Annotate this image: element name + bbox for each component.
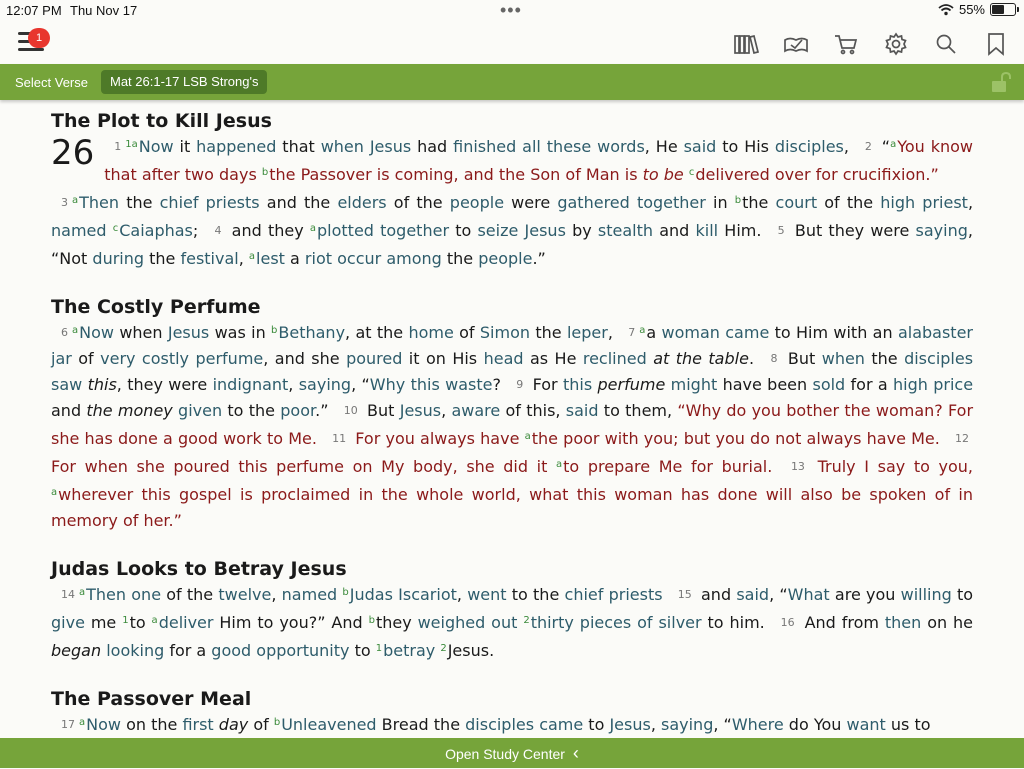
paragraph: 26 1 $^{1a}$Now it happened that when Jesus had finished all these words, He said to His disciples, 2 “$^a$You know that after two days $^b$the Passover is coming, and the Son of Man is to be $^c$delivered over for crucifixion.” <box>51 133 973 184</box>
section <box>51 688 973 738</box>
reading-plan-icon[interactable] <box>782 30 810 58</box>
battery-icon <box>990 3 1016 16</box>
section <box>51 110 973 272</box>
multitask-dots[interactable]: ••• <box>500 0 522 20</box>
section-heading: The Plot to Kill Jesus <box>51 110 272 132</box>
section-heading: Judas Looks to Betray Jesus <box>51 558 347 580</box>
paragraph: 6 $^a$Now when Jesus was in $^b$Bethany, at the home of Simon the leper, 7 $^a$a woman came to Him with an alabaster jar of very costly perfume, and she poured it on His head as He reclined at the table. 8 But when the disciples saw this, they were indignant, saying, “Why this waste? 9 For this perfume might have been sold for a high price and the money given to the poor.” 10 But Jesus, aware of this, said to them, “Why do you bother the woman? For she has done a good work to Me. 11 For you always have $^a$the poor with you; but you do not always have Me. 12 For when she poured this perfume on My body, she did it $^a$to prepare Me for burial. 13 Truly I say to you, $^a$wherever this gospel is proclaimed in the whole world, what this woman has done will also be spoken of in memory of her.” <box>51 323 974 530</box>
unlock-icon[interactable] <box>990 71 1014 98</box>
paragraph: 14 $^a$Then one of the twelve, named $^b$Judas Iscariot, went to the chief priests 15 and said, “What are you willing to give me $^1$to $^a$deliver Him to you?” And $^b$they weighed out $^2$thirty pieces of silver to him. 16 And from then on he began looking for a good opportunity to $^1$betray $^2$Jesus. <box>51 585 974 660</box>
section <box>51 558 973 664</box>
search-icon[interactable] <box>932 30 960 58</box>
status-time: 12:07 PM <box>6 3 62 18</box>
select-verse-button[interactable]: Select Verse <box>15 75 88 90</box>
battery-percent: 55% <box>958 2 985 17</box>
notification-badge: 1 <box>28 28 50 48</box>
section <box>51 296 973 534</box>
cart-icon[interactable] <box>832 30 860 58</box>
section-heading: The Costly Perfume <box>51 296 261 318</box>
wifi-icon <box>938 4 954 16</box>
status-right <box>938 2 1016 17</box>
bible-text <box>51 110 973 738</box>
study-center-label: Open Study Center <box>445 746 565 762</box>
open-study-center-button[interactable] <box>0 738 1024 768</box>
status-date: Thu Nov 17 <box>70 3 138 18</box>
paragraph: 17 $^a$Now on the first day of $^b$Unleavened Bread the disciples came to Jesus, saying, “Where do You want us to <box>61 715 931 734</box>
bookmark-icon[interactable] <box>982 30 1010 58</box>
passage-reference-button[interactable]: Mat 26:1-17 LSB Strong's <box>101 70 267 94</box>
chevron-left-icon: ‹ <box>572 743 579 763</box>
status-bar <box>0 0 1024 22</box>
top-toolbar <box>0 22 1024 64</box>
settings-icon[interactable] <box>882 30 910 58</box>
library-icon[interactable] <box>732 30 760 58</box>
passage-nav-bar <box>0 64 1024 100</box>
paragraph: 3 $^a$Then the chief priests and the elders of the people were gathered together in $^b$the court of the high priest, named $^c$Caiaphas; 4 and they $^a$plotted together to seize Jesus by stealth and kill Him. 5 But they were saying, “Not during the festival, $^a$lest a riot occur among the people.” <box>51 193 974 268</box>
chapter-number: 26 <box>51 133 95 173</box>
section-heading: The Passover Meal <box>51 688 252 710</box>
